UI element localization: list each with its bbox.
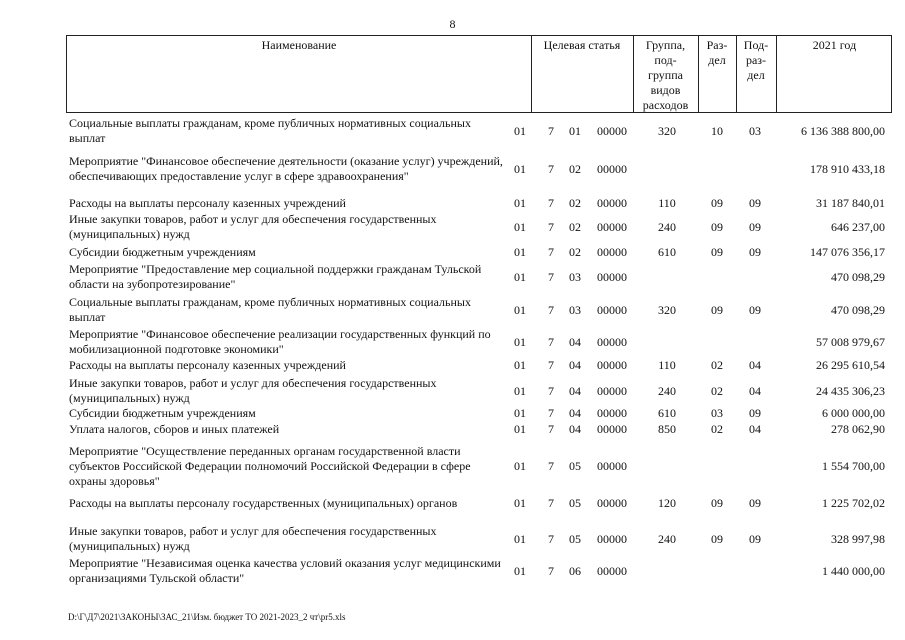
amount: 470 098,29 bbox=[831, 302, 885, 317]
section-code: 09 bbox=[711, 496, 723, 510]
row-name: Социальные выплаты гражданам, кроме публичных нормативных социальных выплат bbox=[69, 295, 471, 324]
target-code-4: 00000 bbox=[597, 219, 627, 234]
row-name: Расходы на выплаты персоналу казенных учреждений bbox=[69, 196, 346, 210]
target-code-3: 04 bbox=[569, 334, 581, 349]
section-code: 10 bbox=[711, 123, 723, 138]
target-code-2: 7 bbox=[548, 422, 554, 436]
target-code-4: 00000 bbox=[597, 161, 627, 176]
target-code-1: 01 bbox=[514, 196, 526, 210]
subsection-code: 09 bbox=[749, 531, 761, 546]
target-code-3: 02 bbox=[569, 161, 581, 176]
target-code-1: 01 bbox=[514, 406, 526, 420]
target-code-4: 00000 bbox=[597, 123, 627, 138]
header-section: Раз- дел bbox=[706, 38, 728, 67]
target-code-1: 01 bbox=[514, 123, 526, 138]
table-row bbox=[0, 556, 905, 586]
table-row bbox=[0, 295, 905, 325]
target-code-2: 7 bbox=[548, 219, 554, 234]
amount: 24 435 306,23 bbox=[816, 383, 885, 398]
target-code-3: 03 bbox=[569, 269, 581, 284]
target-code-4: 00000 bbox=[597, 302, 627, 317]
target-code-1: 01 bbox=[514, 422, 526, 436]
target-code-3: 02 bbox=[569, 219, 581, 234]
expense-group: 110 bbox=[658, 358, 676, 372]
target-code-4: 00000 bbox=[597, 406, 627, 420]
expense-group: 850 bbox=[658, 422, 676, 436]
target-code-1: 01 bbox=[514, 334, 526, 349]
row-name: Уплата налогов, сборов и иных платежей bbox=[69, 422, 280, 436]
target-code-3: 04 bbox=[569, 422, 581, 436]
target-code-1: 01 bbox=[514, 219, 526, 234]
row-name: Расходы на выплаты персоналу казенных учреждений bbox=[69, 358, 346, 372]
amount: 470 098,29 bbox=[831, 269, 885, 284]
table-row bbox=[0, 327, 905, 357]
row-name: Мероприятие "Финансовое обеспечение реализации государственных функций по мобилизационной подготовке экономики" bbox=[69, 327, 491, 356]
expense-group: 320 bbox=[658, 123, 676, 138]
target-code-4: 00000 bbox=[597, 358, 627, 372]
table-row bbox=[0, 262, 905, 292]
table-row bbox=[0, 422, 905, 437]
section-code: 02 bbox=[711, 383, 723, 398]
target-code-4: 00000 bbox=[597, 383, 627, 398]
section-code: 02 bbox=[711, 358, 723, 372]
header-subsection: Под- раз- дел bbox=[743, 38, 769, 82]
target-code-1: 01 bbox=[514, 563, 526, 578]
target-code-2: 7 bbox=[548, 459, 554, 473]
target-code-2: 7 bbox=[548, 563, 554, 578]
target-code-3: 04 bbox=[569, 358, 581, 372]
amount: 328 997,98 bbox=[831, 531, 885, 546]
amount: 57 008 979,67 bbox=[816, 334, 885, 349]
target-code-3: 04 bbox=[569, 383, 581, 398]
table-row bbox=[0, 376, 905, 406]
amount: 1 225 702,02 bbox=[822, 496, 885, 510]
subsection-code: 04 bbox=[749, 422, 761, 436]
row-name: Мероприятие "Предоставление мер социальной поддержки гражданам Тульской области на зубопротезирование" bbox=[69, 262, 482, 291]
section-code: 03 bbox=[711, 406, 723, 420]
section-code: 09 bbox=[711, 302, 723, 317]
row-name: Субсидии бюджетным учреждениям bbox=[69, 406, 256, 420]
expense-group: 240 bbox=[658, 531, 676, 546]
target-code-2: 7 bbox=[548, 334, 554, 349]
target-code-1: 01 bbox=[514, 383, 526, 398]
target-code-2: 7 bbox=[548, 123, 554, 138]
amount: 147 076 356,17 bbox=[810, 245, 885, 259]
target-code-4: 00000 bbox=[597, 531, 627, 546]
expense-group: 110 bbox=[658, 196, 676, 210]
target-code-4: 00000 bbox=[597, 459, 627, 473]
target-code-1: 01 bbox=[514, 358, 526, 372]
amount: 6 136 388 800,00 bbox=[801, 123, 885, 138]
subsection-code: 09 bbox=[749, 245, 761, 259]
target-code-1: 01 bbox=[514, 496, 526, 510]
target-code-1: 01 bbox=[514, 161, 526, 176]
expense-group: 320 bbox=[658, 302, 676, 317]
header-year: 2021 год bbox=[812, 38, 857, 52]
amount: 1 440 000,00 bbox=[822, 563, 885, 578]
table-header bbox=[66, 35, 892, 113]
table-row bbox=[0, 154, 905, 184]
subsection-code: 09 bbox=[749, 196, 761, 210]
row-name: Иные закупки товаров, работ и услуг для обеспечения государственных (муниципальных) нужд bbox=[69, 524, 437, 553]
amount: 278 062,90 bbox=[831, 422, 885, 436]
subsection-code: 09 bbox=[749, 302, 761, 317]
expense-group: 120 bbox=[658, 496, 676, 510]
amount: 26 295 610,54 bbox=[816, 358, 885, 372]
target-code-2: 7 bbox=[548, 245, 554, 259]
table-row bbox=[0, 212, 905, 242]
target-code-4: 00000 bbox=[597, 196, 627, 210]
table-row bbox=[0, 444, 905, 489]
target-code-3: 01 bbox=[569, 123, 581, 138]
header-name: Наименование bbox=[261, 38, 337, 52]
target-code-4: 00000 bbox=[597, 334, 627, 349]
subsection-code: 03 bbox=[749, 123, 761, 138]
target-code-4: 00000 bbox=[597, 269, 627, 284]
target-code-3: 03 bbox=[569, 302, 581, 317]
header-target: Целевая статья bbox=[543, 38, 621, 52]
target-code-2: 7 bbox=[548, 383, 554, 398]
amount: 31 187 840,01 bbox=[816, 196, 885, 210]
subsection-code: 04 bbox=[749, 383, 761, 398]
row-name: Расходы на выплаты персоналу государственных (муниципальных) органов bbox=[69, 496, 458, 510]
table-row bbox=[0, 358, 905, 373]
table-row bbox=[0, 245, 905, 260]
target-code-2: 7 bbox=[548, 496, 554, 510]
target-code-4: 00000 bbox=[597, 422, 627, 436]
target-code-2: 7 bbox=[548, 406, 554, 420]
expense-group: 240 bbox=[658, 383, 676, 398]
target-code-3: 05 bbox=[569, 496, 581, 510]
amount: 6 000 000,00 bbox=[822, 406, 885, 420]
row-name: Мероприятие "Осуществление переданных органам государственной власти субъектов Российской Федерации полномочий Российской Федерации в сфере охраны здоровья" bbox=[69, 444, 471, 488]
table-row bbox=[0, 196, 905, 211]
target-code-2: 7 bbox=[548, 269, 554, 284]
expense-group: 240 bbox=[658, 219, 676, 234]
row-name: Мероприятие "Финансовое обеспечение деятельности (оказание услуг) учреждений, обеспечивающих предоставление услуг в сфере здравоохранения" bbox=[69, 154, 503, 183]
target-code-1: 01 bbox=[514, 302, 526, 317]
target-code-1: 01 bbox=[514, 531, 526, 546]
target-code-4: 00000 bbox=[597, 245, 627, 259]
row-name: Субсидии бюджетным учреждениям bbox=[69, 245, 256, 259]
target-code-1: 01 bbox=[514, 245, 526, 259]
table-row bbox=[0, 496, 905, 511]
section-code: 09 bbox=[711, 245, 723, 259]
target-code-1: 01 bbox=[514, 459, 526, 473]
target-code-3: 06 bbox=[569, 563, 581, 578]
section-code: 02 bbox=[711, 422, 723, 436]
section-code: 09 bbox=[711, 531, 723, 546]
target-code-3: 02 bbox=[569, 196, 581, 210]
amount: 1 554 700,00 bbox=[822, 459, 885, 473]
page-number: 8 bbox=[449, 17, 456, 31]
target-code-3: 02 bbox=[569, 245, 581, 259]
target-code-2: 7 bbox=[548, 302, 554, 317]
subsection-code: 09 bbox=[749, 406, 761, 420]
section-code: 09 bbox=[711, 196, 723, 210]
target-code-2: 7 bbox=[548, 531, 554, 546]
table-row bbox=[0, 524, 905, 554]
target-code-3: 05 bbox=[569, 459, 581, 473]
subsection-code: 09 bbox=[749, 496, 761, 510]
target-code-3: 04 bbox=[569, 406, 581, 420]
subsection-code: 09 bbox=[749, 219, 761, 234]
row-name: Иные закупки товаров, работ и услуг для обеспечения государственных (муниципальных) нужд bbox=[69, 212, 437, 241]
target-code-4: 00000 bbox=[597, 563, 627, 578]
target-code-4: 00000 bbox=[597, 496, 627, 510]
target-code-2: 7 bbox=[548, 358, 554, 372]
table-row bbox=[0, 116, 905, 146]
target-code-2: 7 bbox=[548, 161, 554, 176]
target-code-3: 05 bbox=[569, 531, 581, 546]
row-name: Социальные выплаты гражданам, кроме публичных нормативных социальных выплат bbox=[69, 116, 471, 145]
target-code-2: 7 bbox=[548, 196, 554, 210]
table-row bbox=[0, 406, 905, 421]
section-code: 09 bbox=[711, 219, 723, 234]
row-name: Мероприятие "Независимая оценка качества условий оказания услуг медицинскими организациями Тульской области" bbox=[69, 556, 501, 585]
amount: 646 237,00 bbox=[831, 219, 885, 234]
subsection-code: 04 bbox=[749, 358, 761, 372]
row-name: Иные закупки товаров, работ и услуг для обеспечения государственных (муниципальных) нужд bbox=[69, 376, 437, 405]
header-group: Группа, под- группа видов расходов bbox=[642, 38, 689, 112]
amount: 178 910 433,18 bbox=[810, 161, 885, 176]
expense-group: 610 bbox=[658, 406, 676, 420]
target-code-1: 01 bbox=[514, 269, 526, 284]
file-path: D:\Г\Д7\2021\ЗАКОНЫ\ЗАС_21\Изм. бюджет ТО 2021-2023_2 чт\pr5.xls bbox=[68, 612, 346, 622]
expense-group: 610 bbox=[658, 245, 676, 259]
